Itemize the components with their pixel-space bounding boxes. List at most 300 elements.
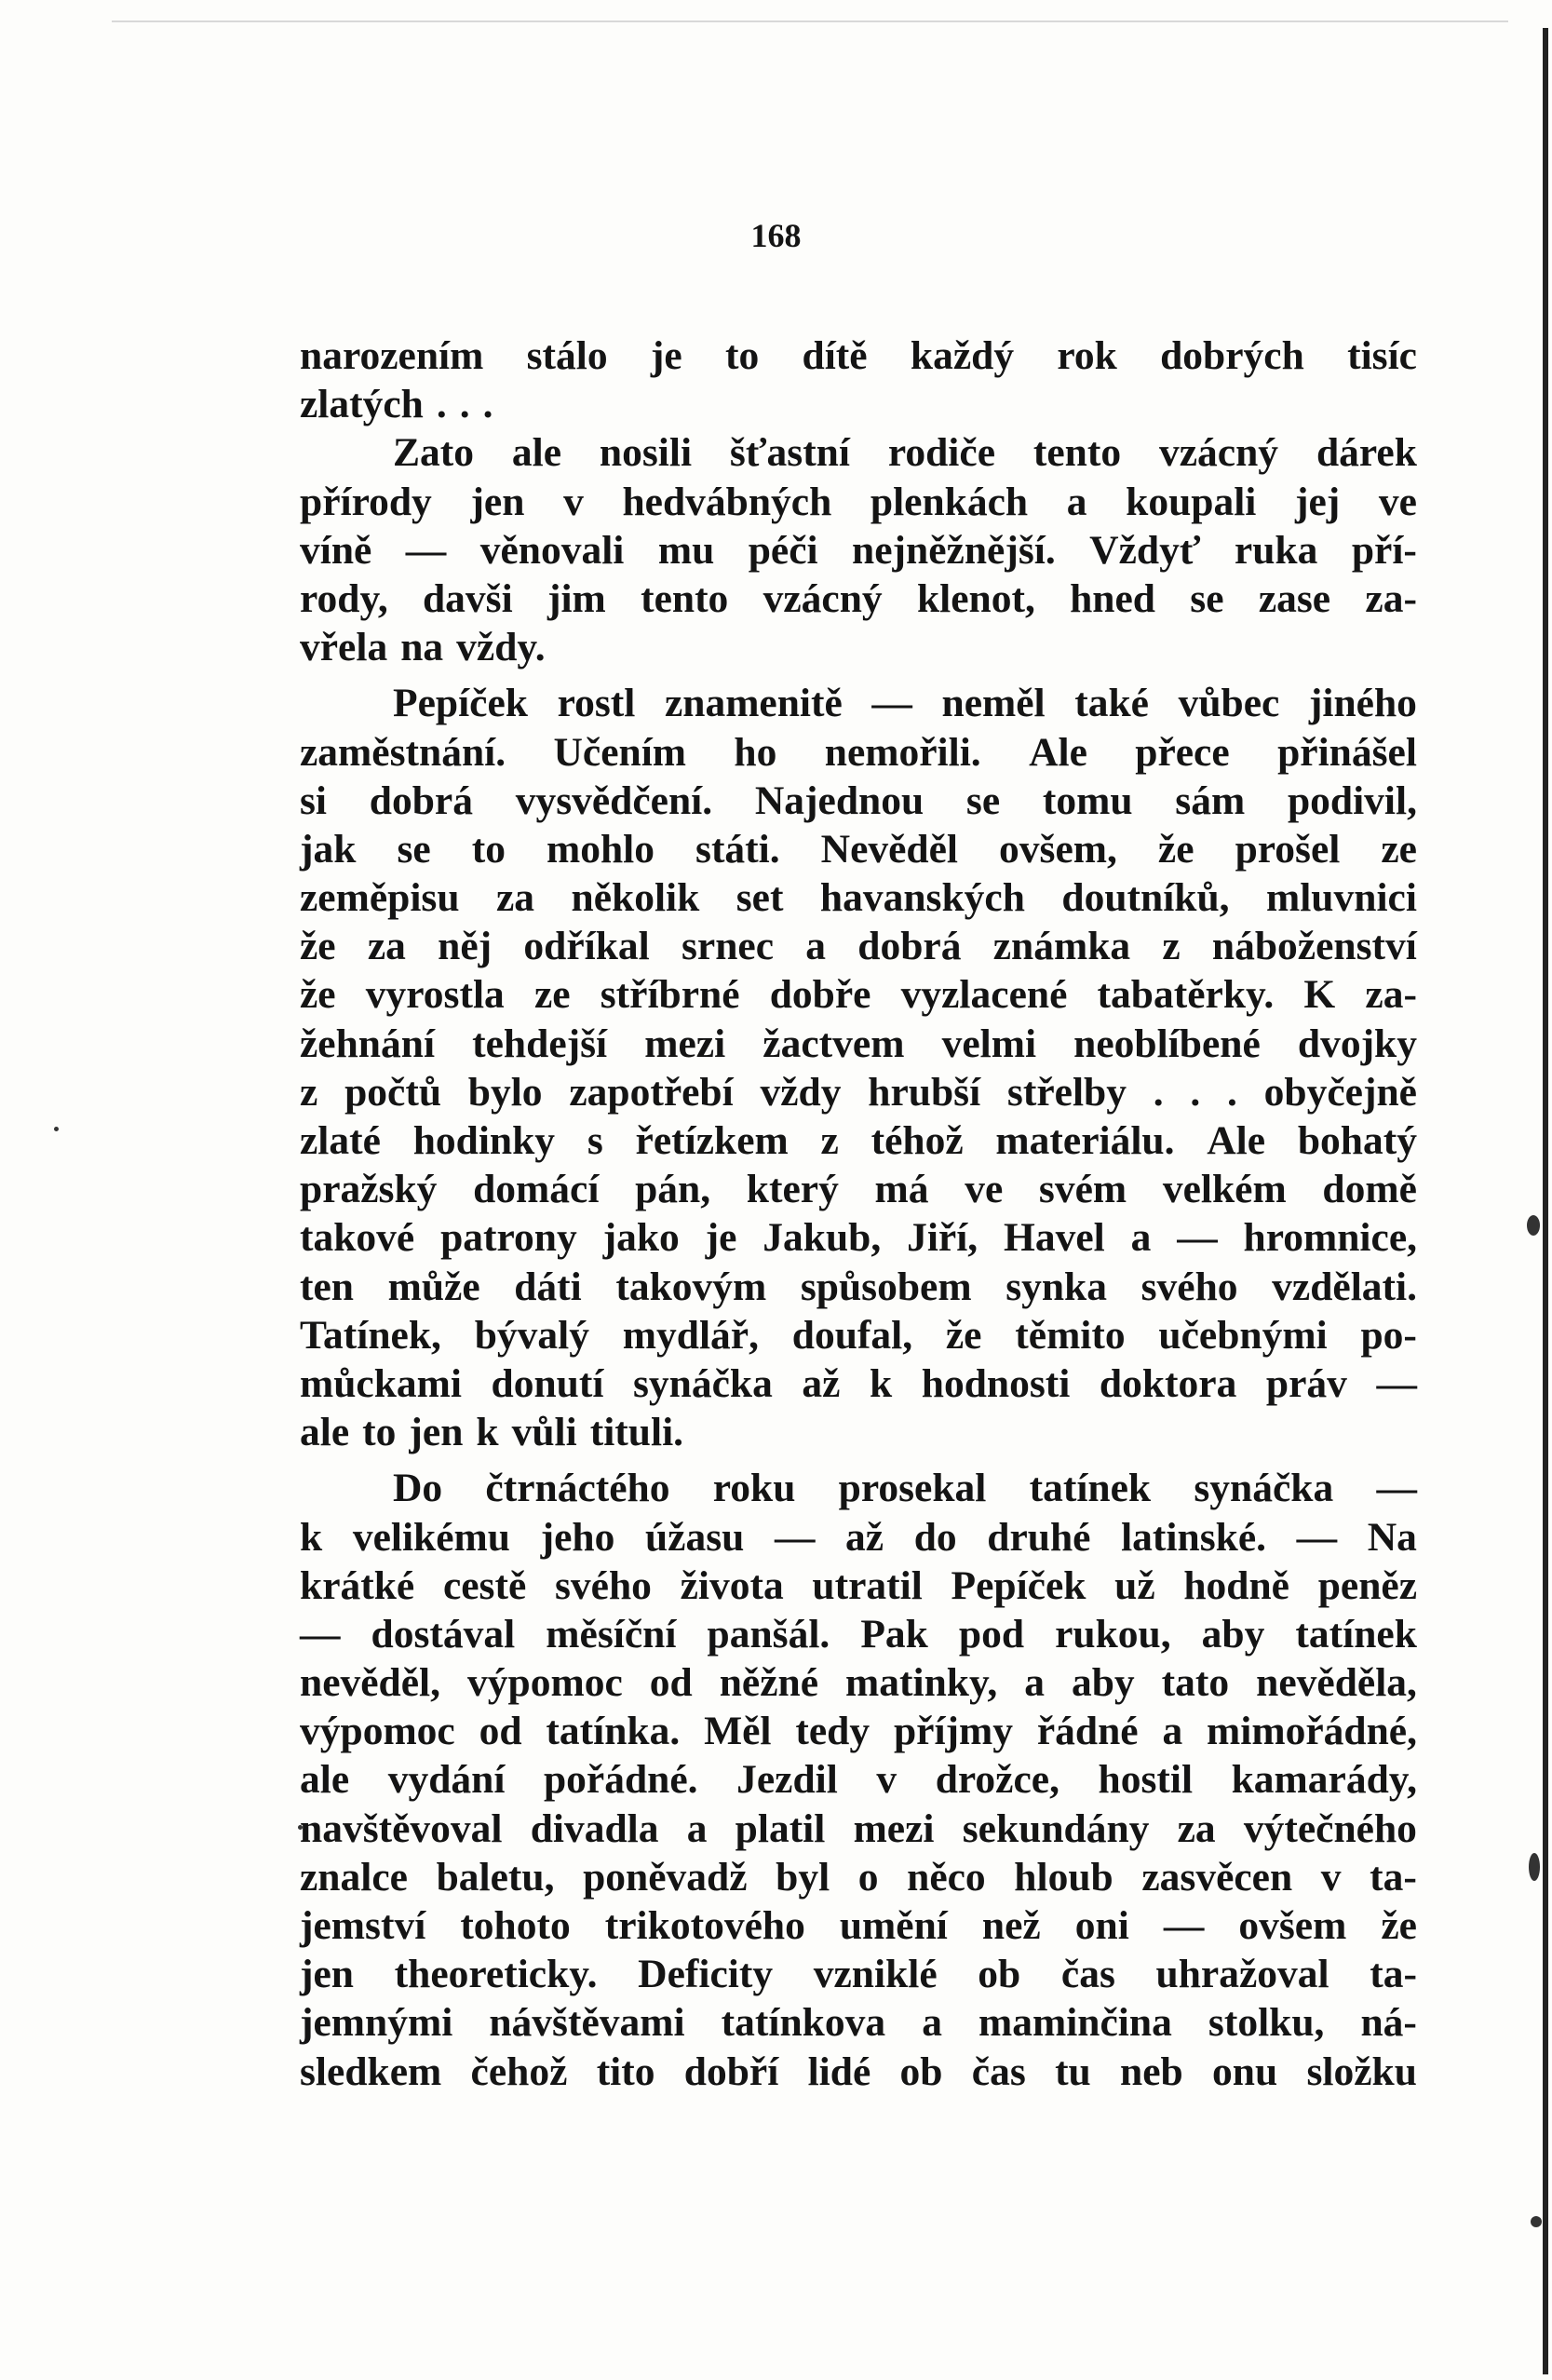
word: a — [1066, 479, 1087, 524]
word: panšál. — [707, 1611, 830, 1657]
word: práv — [1265, 1360, 1347, 1406]
word: Do — [393, 1466, 443, 1511]
word: nevěděla, — [1256, 1660, 1417, 1706]
word: Deficity — [638, 1952, 774, 1997]
word: po- — [1360, 1312, 1417, 1358]
word: Jiří, — [907, 1215, 978, 1261]
word: těmito — [1015, 1312, 1126, 1358]
text-line — [300, 1165, 1417, 1213]
word: . — [482, 382, 493, 427]
word: utratil — [812, 1562, 923, 1608]
text-line — [300, 1359, 1417, 1408]
word: vyzlacené — [900, 972, 1068, 1018]
word: tituli. — [589, 1410, 684, 1455]
word: a — [1162, 1709, 1183, 1754]
word: pán, — [635, 1167, 711, 1212]
word: vydání — [387, 1757, 506, 1803]
word: mezi — [853, 1805, 935, 1851]
word: mu — [657, 527, 715, 573]
body-text — [300, 331, 1417, 2096]
scan-speck — [1531, 2216, 1542, 2227]
word: dobrá — [857, 924, 962, 969]
word: cestě — [442, 1562, 527, 1608]
word: čehož — [470, 2049, 568, 2094]
word: ob — [978, 1952, 1021, 1997]
word: úžasu — [644, 1514, 745, 1560]
word: Zato — [393, 430, 474, 476]
word: Nevěděl — [820, 826, 959, 872]
word: set — [736, 875, 784, 921]
word: může — [387, 1264, 480, 1309]
word: mimořádné, — [1207, 1709, 1417, 1754]
text-line — [300, 922, 1417, 970]
word: péči — [748, 527, 818, 573]
word: tisíc — [1347, 333, 1417, 378]
text-line — [300, 970, 1417, 1019]
word: svém — [1038, 1167, 1127, 1212]
word: a — [686, 1805, 708, 1851]
word: vzácný — [1159, 430, 1279, 476]
word: ale — [300, 1757, 350, 1803]
word: latinské. — [1121, 1514, 1266, 1560]
word: dáti — [514, 1264, 582, 1309]
word: pod — [958, 1611, 1025, 1657]
word: vždy — [760, 1069, 842, 1115]
word: za — [1177, 1805, 1216, 1851]
word: ta- — [1370, 1952, 1417, 1997]
word: ovšem, — [999, 826, 1117, 872]
word: je — [650, 333, 682, 378]
word: čtrnáctého — [485, 1466, 670, 1511]
word: pří- — [1351, 527, 1417, 573]
word: odříkal — [523, 924, 650, 969]
word: dítě — [802, 333, 868, 378]
word: mohlo — [546, 826, 655, 872]
word: zlaté — [300, 1118, 381, 1163]
word: známka — [992, 924, 1131, 969]
word: Měl — [704, 1709, 772, 1754]
word: velikému — [352, 1514, 510, 1560]
word: bývalý — [474, 1312, 589, 1358]
text-line — [300, 1707, 1417, 1755]
word: jako — [602, 1215, 680, 1261]
text-line — [300, 679, 1417, 727]
word: do — [913, 1514, 957, 1560]
word: čas — [971, 2049, 1026, 2094]
word: domě — [1322, 1167, 1417, 1212]
word: něžné — [719, 1660, 819, 1706]
word: náboženství — [1211, 924, 1417, 969]
word: několik — [571, 875, 700, 921]
scan-edge-right — [1543, 28, 1548, 2374]
text-line — [300, 825, 1417, 873]
word: hrubší — [868, 1069, 981, 1115]
word: maminčina — [978, 2000, 1172, 2046]
word: platil — [735, 1805, 826, 1851]
word: nevěděl, — [300, 1660, 441, 1706]
word: synáčka — [633, 1360, 773, 1406]
word: drožce, — [935, 1757, 1059, 1803]
word: se — [965, 778, 1001, 823]
text-line — [300, 1116, 1417, 1165]
word: klenot, — [916, 575, 1035, 621]
word: stříbrné — [600, 972, 740, 1018]
word: který — [746, 1167, 839, 1212]
word: učebnými — [1158, 1312, 1328, 1358]
word: dostával — [371, 1611, 516, 1657]
word: Tatínek, — [300, 1312, 441, 1358]
word: jen — [470, 479, 525, 524]
word: až — [802, 1360, 841, 1406]
text-line — [300, 1853, 1417, 1901]
text-line — [300, 1068, 1417, 1116]
word: výpomoc — [467, 1660, 623, 1706]
word: — — [1296, 1514, 1338, 1560]
word: k — [476, 1410, 499, 1455]
word: mluvnici — [1265, 875, 1417, 921]
word: ho — [734, 729, 777, 775]
word: už — [1114, 1562, 1155, 1608]
word: ob — [899, 2049, 943, 2094]
word: jemnými — [300, 2000, 453, 2046]
word: nejněžnější. — [852, 527, 1056, 573]
text-line — [300, 1901, 1417, 1950]
text-line — [300, 575, 1417, 623]
word: onu — [1212, 2049, 1278, 2094]
word: měsíční — [546, 1611, 677, 1657]
word: oni — [1074, 1903, 1129, 1948]
word: havanských — [819, 875, 1025, 921]
paragraph-gap — [300, 671, 1417, 679]
word: vyrostla — [365, 972, 505, 1018]
word: řádné — [1036, 1709, 1139, 1754]
word: jiného — [1308, 681, 1417, 726]
word: mydlář, — [622, 1312, 759, 1358]
scan-edge-top — [112, 20, 1508, 22]
word: s — [587, 1118, 603, 1163]
word: nemořili. — [824, 729, 981, 775]
word: Najednou — [754, 778, 924, 823]
word: byl — [776, 1854, 830, 1900]
word: hodně — [1183, 1562, 1289, 1608]
word: — — [871, 681, 912, 726]
word: Pepíček — [951, 1562, 1086, 1608]
word: Ale — [1029, 729, 1087, 775]
word: dobrých — [1160, 333, 1304, 378]
word: příjmy — [893, 1709, 1014, 1754]
word: dobrá — [369, 778, 473, 823]
word: o — [857, 1854, 879, 1900]
word: rodiče — [887, 430, 996, 476]
word: hostil — [1098, 1757, 1194, 1803]
word: prosekal — [838, 1466, 987, 1511]
page-number: 168 — [750, 217, 802, 254]
word: donutí — [491, 1360, 604, 1406]
word: tehdejší — [472, 1021, 608, 1066]
word: dobří — [683, 2049, 779, 2094]
text-line — [300, 1950, 1417, 1998]
text-line — [300, 623, 1417, 671]
word: Jezdil — [736, 1757, 838, 1803]
word: si — [300, 778, 328, 823]
word: že — [300, 972, 336, 1018]
word: jen — [300, 1952, 354, 1997]
word: tento — [641, 575, 729, 621]
text-line — [300, 873, 1417, 922]
word: šťastní — [729, 430, 850, 476]
word: v — [563, 479, 584, 524]
word: plenkách — [870, 479, 1029, 524]
word: zase — [1258, 575, 1331, 621]
word: velmi — [941, 1021, 1037, 1066]
word: rostl — [557, 681, 636, 726]
word: z — [1162, 924, 1181, 969]
word: až — [845, 1514, 884, 1560]
word: rukou, — [1055, 1611, 1171, 1657]
word: ze — [1381, 826, 1417, 872]
word: hodinky — [412, 1118, 556, 1163]
word: mezi — [644, 1021, 726, 1066]
text-line — [300, 1311, 1417, 1359]
word: doktora — [1099, 1360, 1237, 1406]
word: že — [1157, 826, 1194, 872]
word: tabatěrky. — [1097, 972, 1275, 1018]
word: tohoto — [460, 1903, 571, 1948]
word: — — [1376, 1360, 1417, 1406]
word: aby — [1071, 1660, 1135, 1706]
word: to — [471, 826, 506, 872]
text-line — [300, 526, 1417, 575]
word: rok — [1057, 333, 1117, 378]
word: zapotřebí — [569, 1069, 734, 1115]
word: srnec — [682, 924, 775, 969]
word: vůli — [511, 1410, 577, 1455]
word: domácí — [473, 1167, 600, 1212]
word: žactvem — [763, 1021, 905, 1066]
word: v — [876, 1757, 897, 1803]
word: od — [479, 1709, 522, 1754]
word: za — [496, 875, 535, 921]
word: se — [1190, 575, 1224, 621]
word: se — [397, 826, 431, 872]
word: ze — [533, 972, 571, 1018]
word: peněz — [1317, 1562, 1417, 1608]
word: doutníků, — [1061, 875, 1230, 921]
word: vůbec — [1178, 681, 1280, 726]
word: navštěvoval — [300, 1805, 503, 1851]
word: vzdělati. — [1272, 1264, 1417, 1309]
word: — — [1177, 1215, 1218, 1261]
word: hned — [1070, 575, 1155, 621]
word: za — [367, 924, 406, 969]
word: hedvábných — [622, 479, 832, 524]
text-line — [300, 728, 1417, 777]
word: trikotového — [604, 1903, 805, 1948]
word: svého — [1140, 1264, 1238, 1309]
word: kamarády, — [1231, 1757, 1417, 1803]
word: theoreticky. — [394, 1952, 598, 1997]
word: že — [945, 1312, 982, 1358]
word: davši — [422, 575, 513, 621]
word: druhé — [987, 1514, 1091, 1560]
text-line — [300, 1562, 1417, 1610]
word: přírody — [300, 479, 432, 524]
word: jak — [300, 826, 357, 872]
scan-speck — [1529, 1853, 1540, 1881]
word: z — [300, 1069, 318, 1115]
word: k — [300, 1514, 323, 1560]
word: Havel — [1004, 1215, 1105, 1261]
word: hodnosti — [921, 1360, 1071, 1406]
word: to — [724, 333, 760, 378]
word: a — [1130, 1215, 1152, 1261]
word: zaměstnání. — [300, 729, 506, 775]
word: Učením — [553, 729, 687, 775]
word: koupali — [1126, 479, 1257, 524]
word: ovšem — [1238, 1903, 1347, 1948]
word: vřela — [300, 625, 388, 670]
word: bohatý — [1297, 1118, 1417, 1163]
word: víně — [300, 527, 372, 573]
word: jej — [1295, 479, 1341, 524]
word: z — [820, 1118, 839, 1163]
word: střelby — [1006, 1069, 1127, 1115]
word: tento — [1032, 430, 1122, 476]
word: tato — [1161, 1660, 1230, 1706]
word: krátké — [300, 1562, 415, 1608]
word: doufal, — [791, 1312, 913, 1358]
word: dárek — [1316, 430, 1417, 476]
word: za- — [1365, 575, 1417, 621]
word: návštěvami — [489, 2000, 685, 2046]
word: ta- — [1370, 1854, 1417, 1900]
word: stálo — [526, 333, 608, 378]
word: . — [1153, 1069, 1164, 1115]
word: poněvadž — [583, 1854, 748, 1900]
word: neměl — [941, 681, 1046, 726]
word: že — [1381, 1903, 1417, 1948]
word: Pak — [860, 1611, 928, 1657]
text-line — [300, 1658, 1417, 1707]
word: vzácný — [763, 575, 883, 621]
word: vysvědčení. — [515, 778, 713, 823]
word: života — [680, 1562, 784, 1608]
word: jemství — [300, 1903, 426, 1948]
word: na — [400, 625, 444, 670]
word: je — [705, 1215, 737, 1261]
scan-speck — [54, 1127, 59, 1131]
text-line — [300, 1464, 1417, 1512]
word: zeměpisu — [300, 875, 460, 921]
word: velkém — [1162, 1167, 1287, 1212]
paragraph-gap — [300, 1456, 1417, 1464]
word: . — [436, 382, 447, 427]
word: svého — [554, 1562, 652, 1608]
text-line — [300, 1610, 1417, 1658]
word: . — [1190, 1069, 1201, 1115]
word: výtečného — [1243, 1805, 1417, 1851]
word: tatínka. — [546, 1709, 681, 1754]
word: každý — [910, 333, 1015, 378]
word: pražský — [300, 1167, 438, 1212]
word: Jakub, — [763, 1215, 882, 1261]
word: od — [649, 1660, 693, 1706]
word: žehnání — [300, 1021, 436, 1066]
word: zasvěcen — [1141, 1854, 1293, 1900]
word: lidé — [807, 2049, 871, 2094]
word: prošel — [1235, 826, 1341, 872]
word: zlatých — [300, 382, 424, 427]
word: ale — [300, 1410, 350, 1455]
word: synka — [1005, 1264, 1108, 1309]
word: za- — [1365, 972, 1417, 1018]
text-line — [300, 380, 1417, 428]
word: tedy — [795, 1709, 870, 1754]
word: . — [459, 382, 470, 427]
word: takovým — [615, 1264, 767, 1309]
scan-speck — [1527, 1215, 1540, 1236]
word: že — [300, 924, 336, 969]
word: Pepíček — [393, 681, 528, 726]
word: Vždyť — [1089, 527, 1201, 573]
word: dvojky — [1297, 1021, 1417, 1066]
word: v — [1320, 1854, 1342, 1900]
word: tatínek — [1295, 1611, 1417, 1657]
text-line — [300, 331, 1417, 380]
word: věnovali — [479, 527, 625, 573]
word: ale — [511, 430, 562, 476]
word: tu — [1055, 2049, 1091, 2094]
word: materiálu. — [995, 1118, 1175, 1163]
word: K — [1303, 972, 1336, 1018]
text-line — [300, 478, 1417, 526]
word: něj — [438, 924, 493, 969]
word: vzniklé — [813, 1952, 938, 1997]
word: ná- — [1360, 2000, 1417, 2046]
word: vždy. — [456, 625, 546, 670]
word: roku — [712, 1466, 796, 1511]
word: jen — [409, 1410, 464, 1455]
word: aby — [1201, 1611, 1265, 1657]
word: výpomoc — [300, 1709, 455, 1754]
word: tomu — [1042, 778, 1133, 823]
word: počtů — [344, 1069, 442, 1115]
word: takové — [300, 1215, 415, 1261]
word: jim — [547, 575, 606, 621]
word: znalce — [300, 1854, 408, 1900]
word: neoblíbené — [1073, 1021, 1261, 1066]
word: něco — [907, 1854, 986, 1900]
word: sekundány — [962, 1805, 1150, 1851]
word: . — [1227, 1069, 1237, 1115]
word: — — [774, 1514, 816, 1560]
text-line — [300, 428, 1417, 477]
word: stolku, — [1208, 2000, 1325, 2046]
word: dobře — [769, 972, 871, 1018]
word: synáčka — [1194, 1466, 1334, 1511]
word: přece — [1135, 729, 1230, 775]
word: ten — [300, 1264, 354, 1309]
word: podivil, — [1287, 778, 1417, 823]
text-line — [300, 1805, 1417, 1853]
word: — — [300, 1611, 341, 1657]
word: a — [922, 2000, 942, 2046]
text-line — [300, 1263, 1417, 1311]
word: tatínek — [1029, 1466, 1152, 1511]
word: patrony — [440, 1215, 577, 1261]
word: téhož — [870, 1118, 964, 1163]
text-line — [300, 1513, 1417, 1562]
